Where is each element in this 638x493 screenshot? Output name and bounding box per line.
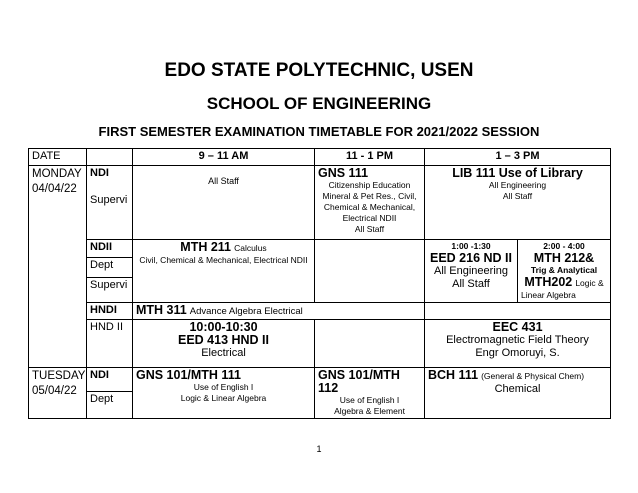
exam-time: 2:00 - 4:00 [543, 241, 585, 251]
exam-line: All Engineering [488, 180, 547, 190]
exam-line: Chemical & Mechanical, [323, 202, 416, 212]
date-cell-tuesday [29, 368, 87, 419]
course-title: Advance Algebra Electrical [189, 306, 303, 317]
exam-cell [133, 320, 315, 368]
date-label: 05/04/22 [32, 385, 77, 397]
exam-cell-empty [315, 320, 425, 368]
exam-line: Citizenship Education [328, 180, 411, 190]
date-cell-monday [29, 166, 87, 368]
table-row [29, 166, 611, 240]
day-label: MONDAY [32, 168, 82, 180]
table-row [29, 240, 611, 258]
exam-cell [425, 320, 611, 368]
exam-cell [425, 368, 611, 419]
exam-line: Civil, Chemical & Mechanical, Electrical NDII [139, 255, 308, 265]
course-title: Calculus [234, 243, 267, 253]
exam-line: Mineral & Pet Res., Civil, [322, 191, 417, 201]
level-sub-label: Dept [87, 391, 133, 418]
course-title: (General & Physical Chem) [481, 371, 585, 381]
timetable [28, 148, 611, 419]
header-slot3: 1 – 3 PM [425, 149, 611, 166]
level-sub-label: Supervi [87, 277, 133, 302]
exam-cell [315, 166, 425, 240]
exam-cell [518, 240, 611, 303]
exam-line: Algebra & Element [334, 406, 405, 416]
course-code: MTH 211 [180, 240, 232, 254]
header-date: DATE [29, 149, 87, 166]
course-code: EED 413 HND II [177, 333, 269, 347]
header-level [87, 149, 133, 166]
exam-cell [133, 303, 425, 320]
course-code: GNS 111 [318, 166, 369, 180]
page-number: 1 [316, 444, 322, 454]
header-row [29, 149, 611, 166]
exam-cell-empty [425, 303, 611, 320]
course-code: MTH 212& [533, 251, 595, 265]
course-code: EEC 431 [492, 320, 543, 334]
exam-cell [133, 240, 315, 303]
exam-line: All Staff [452, 278, 490, 290]
level-label: NDI [90, 167, 109, 179]
level-cell [87, 166, 133, 240]
timetable-title: FIRST SEMESTER EXAMINATION TIMETABLE FOR 2021/2022 SESSION [98, 124, 540, 139]
exam-line: Electromagnetic Field Theory [446, 334, 589, 346]
table-row [29, 368, 611, 392]
exam-line: Chemical [494, 383, 541, 395]
exam-line: Use of English I [193, 382, 254, 392]
level-sub-label: Dept [87, 257, 133, 277]
level-label: HNDI [87, 303, 133, 320]
exam-cell [315, 368, 425, 419]
exam-cell [133, 368, 315, 419]
course-code: LIB 111 Use of Library [452, 166, 583, 180]
day-label: TUESDAY [32, 370, 86, 382]
exam-line: All Engineering [434, 265, 508, 277]
exam-cell [425, 240, 518, 303]
course-code: GNS 101/MTH 111 [136, 368, 241, 382]
course-title: Trig & Analytical [530, 265, 598, 275]
exam-line: Use of English I [339, 395, 400, 405]
exam-line: Electrical [201, 347, 246, 359]
header-slot2: 11 - 1 PM [315, 149, 425, 166]
exam-line: Logic & Linear Algebra [180, 393, 267, 403]
course-code: MTH 311 [136, 303, 187, 317]
exam-cell: All Staff [133, 166, 315, 240]
header-slot1: 9 – 11 AM [133, 149, 315, 166]
course-code: EED 216 ND II [430, 251, 512, 265]
exam-line: Linear Algebra [521, 290, 576, 300]
table-row [29, 320, 611, 368]
institution-title: EDO STATE POLYTECHNIC, USEN [164, 60, 474, 81]
exam-line: Electrical NDII [342, 213, 397, 223]
exam-cell-empty [315, 240, 425, 303]
exam-time: 10:00-10:30 [189, 320, 258, 334]
level-label: NDI [87, 368, 133, 392]
course-code: MTH202 [524, 275, 573, 289]
level-label: HND II [87, 320, 133, 368]
course-title: Logic & [575, 278, 604, 288]
exam-cell [425, 166, 611, 240]
level-label: NDII [87, 240, 133, 258]
school-title: SCHOOL OF ENGINEERING [206, 94, 432, 113]
exam-line: Engr Omoruyi, S. [475, 347, 560, 359]
course-code: GNS 101/MTH 112 [318, 368, 400, 395]
course-code: BCH 111 [428, 368, 479, 382]
exam-line: All Staff [354, 224, 385, 234]
level-sub-label: Supervi [90, 194, 128, 206]
table-row [29, 303, 611, 320]
exam-time: 1:00 -1:30 [451, 241, 491, 251]
exam-line: All Staff [502, 191, 533, 201]
date-label: 04/04/22 [32, 183, 77, 195]
